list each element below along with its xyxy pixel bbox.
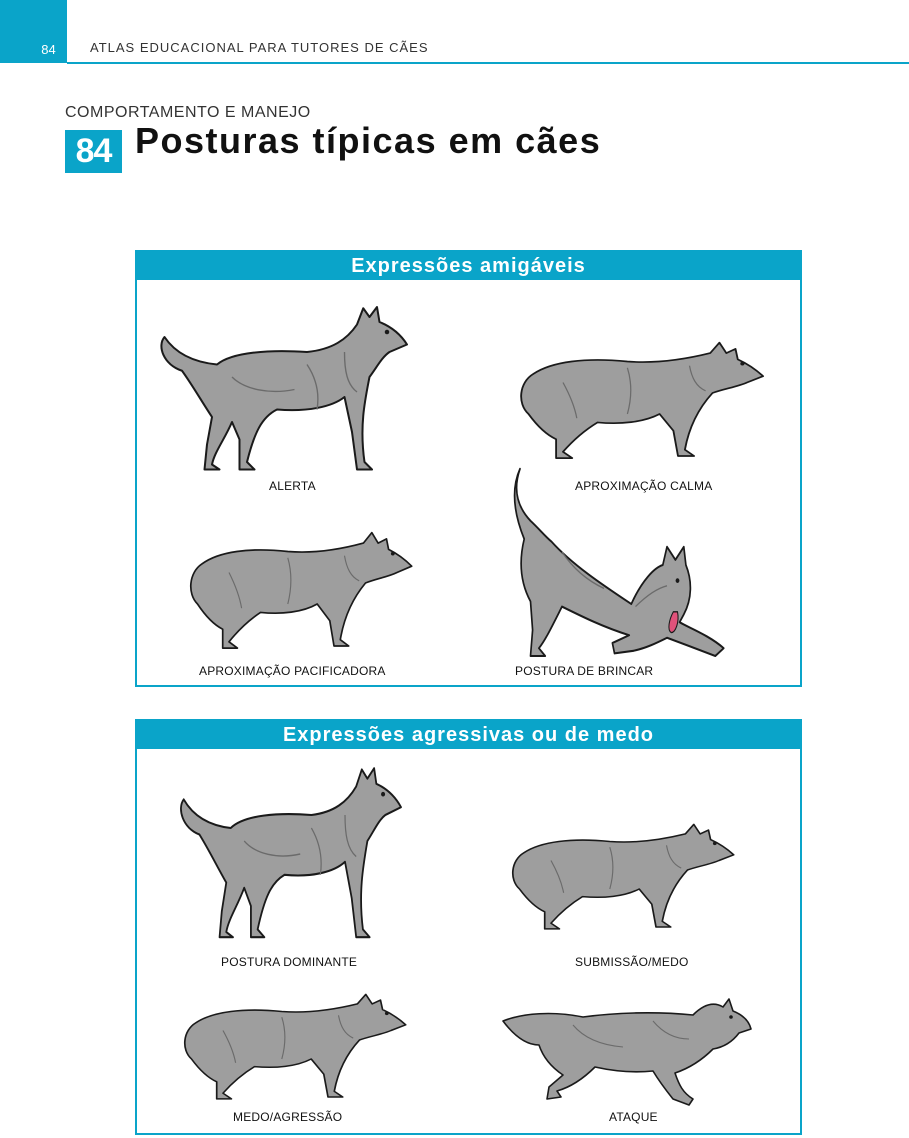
dog-submission-fear-illustration xyxy=(509,813,749,943)
page-number: 84 xyxy=(41,42,56,57)
aggressive-fear-expressions-panel xyxy=(135,719,802,1135)
dog-alert-illustration xyxy=(147,292,417,467)
dog-attack-illustration xyxy=(499,993,759,1113)
running-title: ATLAS EDUCACIONAL PARA TUTORES DE CÃES xyxy=(90,40,429,55)
caption-submissao-medo: SUBMISSÃO/MEDO xyxy=(575,955,689,969)
dog-fear-aggression-illustration xyxy=(181,983,421,1113)
caption-alerta: ALERTA xyxy=(269,479,316,493)
caption-aproximacao-pacificadora: APROXIMAÇÃO PACIFICADORA xyxy=(199,664,386,678)
caption-aproximacao-calma: APROXIMAÇÃO CALMA xyxy=(575,479,713,493)
dog-calm-approach-illustration xyxy=(517,320,777,470)
friendly-panel-title: Expressões amigáveis xyxy=(137,252,800,280)
page-number-tab xyxy=(0,0,67,63)
caption-ataque: ATAQUE xyxy=(609,1110,658,1124)
aggressive-panel-title: Expressões agressivas ou de medo xyxy=(137,721,800,749)
chapter-title: Posturas típicas em cães xyxy=(135,120,602,161)
dog-play-bow-illustration xyxy=(499,457,739,667)
chapter-number-badge: 84 xyxy=(65,130,122,173)
dog-pacifying-approach-illustration xyxy=(187,514,427,654)
dog-dominant-illustration xyxy=(177,763,417,943)
caption-postura-de-brincar: POSTURA DE BRINCAR xyxy=(515,664,654,678)
header-rule xyxy=(67,62,909,64)
section-kicker: COMPORTAMENTO E MANEJO xyxy=(65,104,311,121)
friendly-expressions-panel xyxy=(135,250,802,687)
caption-medo-agressao: MEDO/AGRESSÃO xyxy=(233,1110,343,1124)
caption-postura-dominante: POSTURA DOMINANTE xyxy=(221,955,358,969)
